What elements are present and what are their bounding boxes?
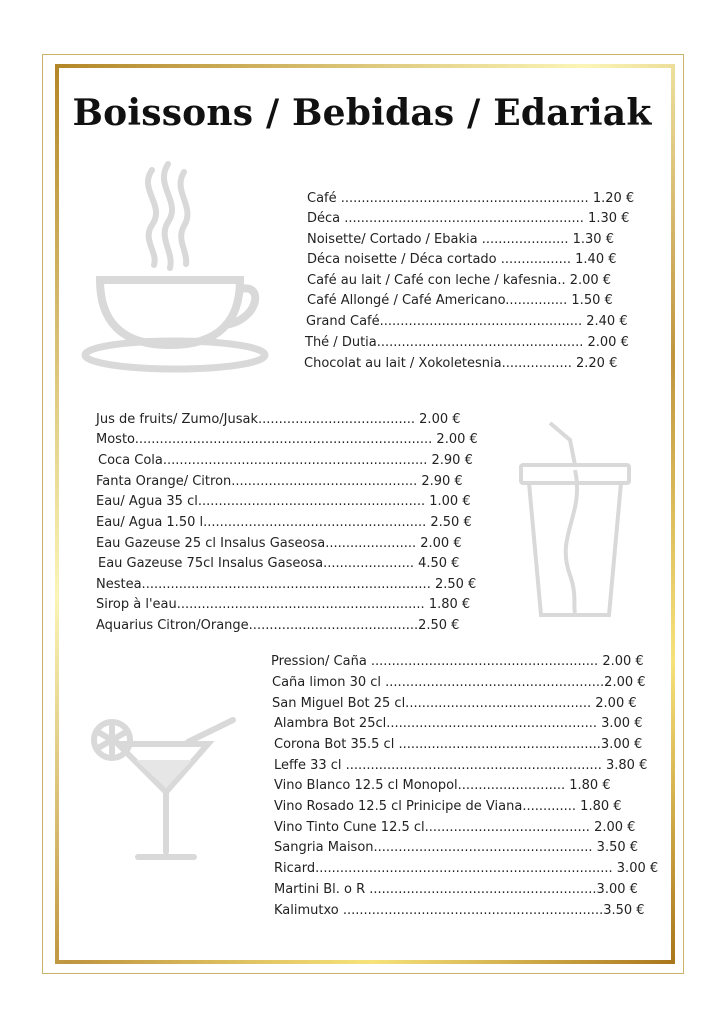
soda-cup-icon: [515, 415, 635, 625]
menu-title: Boissons / Bebidas / Edariak: [72, 92, 652, 134]
menu-item: Café Allongé / Café Americano............... 1.50 €: [307, 293, 613, 308]
cocktail-glass-icon: [88, 712, 248, 872]
menu-item: Sirop à l'eau............................................................ 1.80 €: [96, 597, 471, 612]
menu-item: Aquarius Citron/Orange.........................................2.50 €: [96, 618, 460, 633]
menu-item: Eau/ Agua 35 cl....................................................... 1.00 €: [96, 494, 471, 509]
menu-item: Jus de fruits/ Zumo/Jusak...................................... 2.00 €: [96, 412, 461, 427]
menu-item: Kalimutxo ...............................................................3.50 €: [274, 903, 645, 918]
menu-item: Café au lait / Café con leche / kafesnia.. 2.00 €: [307, 273, 612, 288]
menu-item: Thé / Dutia.................................................. 2.00 €: [305, 335, 629, 350]
menu-item: Eau Gazeuse 25 cl Insalus Gaseosa...................... 2.00 €: [96, 536, 462, 551]
menu-item: Sangria Maison..................................................... 3.50 €: [274, 840, 639, 855]
menu-item: Ricard........................................................................ 3.00 €: [274, 861, 659, 876]
menu-item: Nestea...................................................................... 2.50 €: [96, 577, 477, 592]
menu-item: Martini Bl. o R .......................................................3.00 €: [274, 882, 638, 897]
menu-item: Alambra Bot 25cl................................................... 3.00 €: [274, 716, 643, 731]
menu-item: Mosto........................................................................ 2.00 €: [96, 432, 478, 447]
menu-item: Vino Tinto Cune 12.5 cl........................................ 2.00 €: [274, 820, 636, 835]
menu-item: Eau/ Agua 1.50 l...................................................... 2.50 €: [96, 515, 472, 530]
menu-item: Fanta Orange/ Citron............................................. 2.90 €: [96, 474, 463, 489]
menu-item: San Miguel Bot 25 cl............................................. 2.00 €: [272, 696, 637, 711]
menu-item: Chocolat au lait / Xokoletesnia................. 2.20 €: [304, 356, 618, 371]
menu-item: Vino Rosado 12.5 cl Prinicipe de Viana............. 1.80 €: [274, 799, 622, 814]
menu-item: Eau Gazeuse 75cl Insalus Gaseosa...................... 4.50 €: [98, 556, 460, 571]
coffee-cup-icon: [80, 160, 280, 380]
menu-item: Pression/ Caña ....................................................... 2.00 €: [271, 654, 644, 669]
menu-item: Déca .......................................................... 1.30 €: [307, 211, 630, 226]
menu-item: Caña limon 30 cl .....................................................2.00 €: [272, 675, 646, 690]
menu-item: Corona Bot 35.5 cl .................................................3.00 €: [274, 737, 643, 752]
menu-item: Déca noisette / Déca cortado ................. 1.40 €: [307, 252, 617, 267]
menu-item: Grand Café................................................. 2.40 €: [306, 314, 628, 329]
menu-item: Vino Blanco 12.5 cl Monopol.......................... 1.80 €: [274, 778, 611, 793]
menu-item: Coca Cola................................................................ 2.90 €: [98, 453, 473, 468]
menu-item: Café ............................................................ 1.20 €: [307, 191, 635, 206]
menu-item: Leffe 33 cl .............................................................. 3.80 €: [274, 758, 648, 773]
menu-item: Noisette/ Cortado / Ebakia ..................... 1.30 €: [307, 232, 614, 247]
